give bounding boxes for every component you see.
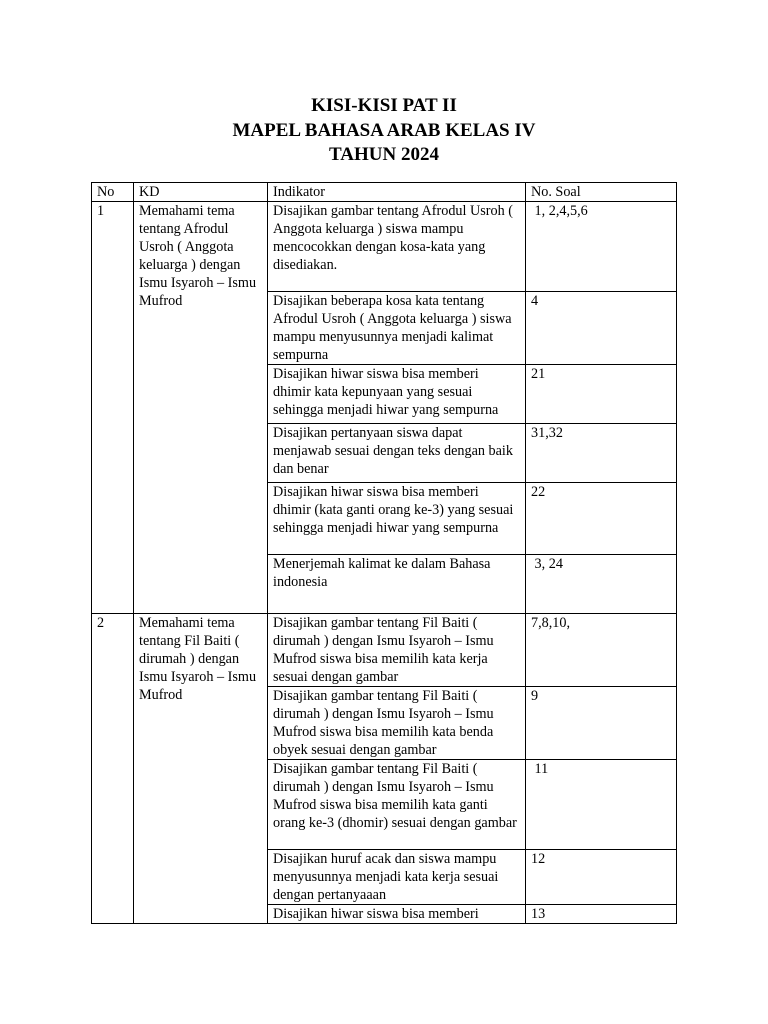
table-header-row [92,183,677,202]
table-row [92,614,677,687]
header-kd: KD [134,183,268,202]
header-no: No [92,183,134,202]
indikator-cell: Disajikan huruf acak dan siswa mampu menyusunnya menjadi kata kerja sesuai dengan pertanyaaan [268,850,526,905]
title-line-2: MAPEL BAHASA ARAB KELAS IV [232,119,536,141]
header-no-soal: No. Soal [526,183,677,202]
indikator-cell: Disajikan beberapa kosa kata tentang Afrodul Usroh ( Anggota keluarga ) siswa mampu menyusunnya menjadi kalimat sempurna [268,292,526,365]
table-row [92,202,677,292]
indikator-cell: Disajikan hiwar siswa bisa memberi [268,905,526,924]
indikator-cell: Disajikan hiwar siswa bisa memberi dhimir (kata ganti orang ke-3) yang sesuai sehingga menjadi hiwar yang sempurna [268,483,526,555]
kisi-kisi-table [91,182,677,924]
indikator-cell: Disajikan gambar tentang Fil Baiti ( dirumah ) dengan Ismu Isyaroh – Ismu Mufrod siswa bisa memilih kata benda obyek sesuai dengan gambar [268,687,526,760]
document-title [0,94,768,168]
row-number: 1 [92,202,134,614]
kd-cell: Memahami tema tentang Fil Baiti ( dirumah ) dengan Ismu Isyaroh – Ismu Mufrod [134,614,268,924]
no-soal-cell: 31,32 [526,424,677,483]
no-soal-cell: 12 [526,850,677,905]
no-soal-cell: 9 [526,687,677,760]
header-indikator: Indikator [268,183,526,202]
row-number: 2 [92,614,134,924]
indikator-cell: Menerjemah kalimat ke dalam Bahasa indonesia [268,555,526,614]
indikator-cell: Disajikan pertanyaan siswa dapat menjawab sesuai dengan teks dengan baik dan benar [268,424,526,483]
no-soal-cell: 1, 2,4,5,6 [526,202,677,292]
title-line-3: TAHUN 2024 [329,144,439,165]
indikator-cell: Disajikan hiwar siswa bisa memberi dhimir kata kepunyaan yang sesuai sehingga menjadi hiwar yang sempurna [268,365,526,424]
no-soal-cell: 3, 24 [526,555,677,614]
no-soal-cell: 7,8,10, [526,614,677,687]
no-soal-cell: 4 [526,292,677,365]
kd-cell: Memahami tema tentang Afrodul Usroh ( Anggota keluarga ) dengan Ismu Isyaroh – Ismu Mufrod [134,202,268,614]
no-soal-cell: 22 [526,483,677,555]
no-soal-cell: 13 [526,905,677,924]
indikator-cell: Disajikan gambar tentang Afrodul Usroh ( Anggota keluarga ) siswa mampu mencocokkan dengan kosa-kata yang disediakan. [268,202,526,292]
indikator-cell: Disajikan gambar tentang Fil Baiti ( dirumah ) dengan Ismu Isyaroh – Ismu Mufrod siswa bisa memilih kata kerja sesuai dengan gambar [268,614,526,687]
title-line-1: KISI-KISI PAT II [311,95,457,116]
indikator-cell: Disajikan gambar tentang Fil Baiti ( dirumah ) dengan Ismu Isyaroh – Ismu Mufrod siswa bisa memilih kata ganti orang ke-3 (dhomir) sesuai dengan gambar [268,760,526,850]
no-soal-cell: 11 [526,760,677,850]
no-soal-cell: 21 [526,365,677,424]
